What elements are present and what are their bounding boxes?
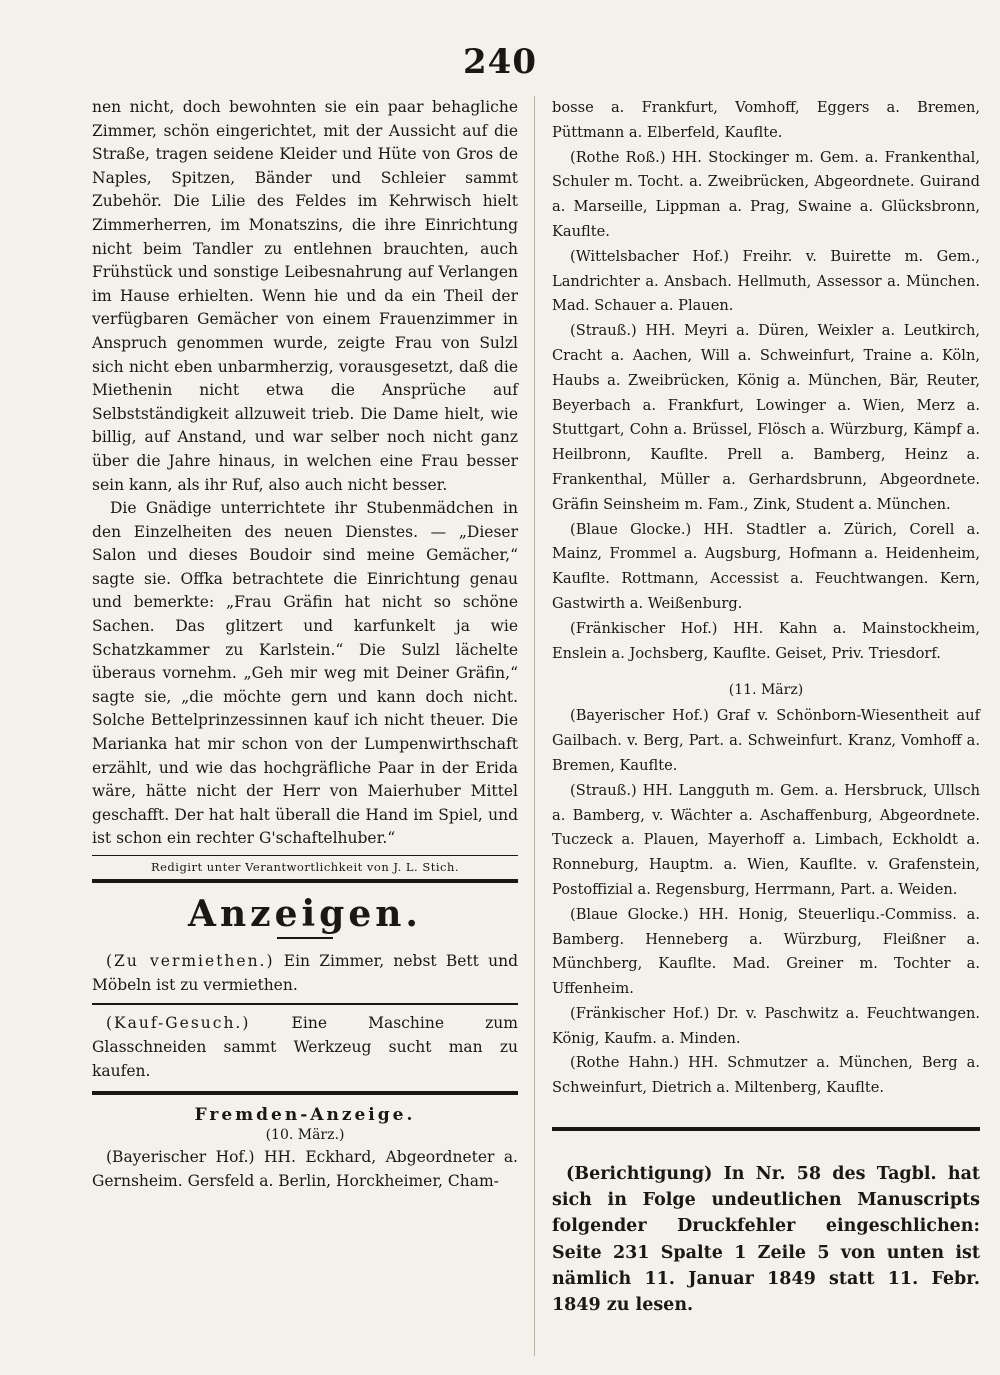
page-number: 240 <box>463 42 537 82</box>
rule <box>92 879 518 883</box>
column-divider <box>534 96 535 1356</box>
arrivals-entry: (Fränkischer Hof.) HH. Kahn a. Mainstockheim, Enslein a. Jochsberg, Kauflte. Geiset, Priv. Triesdorf. <box>552 619 980 662</box>
arrivals-entry: (Blaue Glocke.) HH. Stadtler a. Zürich, Corell a. Mainz, Frommel a. Augsburg, Hofmann a. Heidenheim, Kauflte. Rottmann, Accessist a. Feuchtwangen. Kern, Gastwirth a. Weißenburg. <box>552 520 980 612</box>
rule <box>92 1003 518 1005</box>
arrivals-entry: (Bayerischer Hof.) HH. Eckhard, Abgeordneter a. Gernsheim. Gersfeld a. Berlin, Horckheimer, Cham- <box>92 1148 518 1190</box>
arrivals-entry: (Fränkischer Hof.) Dr. v. Paschwitz a. Feuchtwangen. König, Kaufm. a. Minden. <box>552 1004 980 1047</box>
ad-heading: (Kauf-Gesuch.) <box>106 1014 251 1032</box>
foreigners-heading: Fremden-Anzeige. <box>194 1105 416 1125</box>
dateline: (11. März) <box>728 682 804 699</box>
arrivals-entry: (Rothe Hahn.) HH. Schmutzer a. München, Berg a. Schweinfurt, Dietrich a. Miltenberg, Kauflte. <box>552 1054 980 1097</box>
arrivals-entry: (Bayerischer Hof.) Graf v. Schönborn-Wiesentheit auf Gailbach. v. Berg, Part. a. Schweinfurt. Kranz, Vomhoff a. Bremen, Kauflte. <box>552 707 980 774</box>
ad-text: Ein Zimmer, nebst Bett und Möbeln ist zu vermiethen. <box>92 952 518 994</box>
rule <box>92 1091 518 1095</box>
left-column <box>92 96 518 1193</box>
ads-heading: Anzeigen. <box>188 893 422 935</box>
arrivals-entry: (Strauß.) HH. Meyri a. Düren, Weixler a. Leutkirch, Cracht a. Aachen, Will a. Schweinfurt, Traine a. Köln, Haubs a. Zweibrücken, König a. München, Bär, Reuter, Beyerbach a. Frankfurt, Lowinger a. Wien, Merz a. Stuttgart, Cohn a. Brüssel, Flösch a. Würzburg, Kämpf a. Heilbronn, Kauflte. Prell a. Bamberg, Heinz a. Frankenthal, Müller a. Gerhardsbrunn, Abgeordnete. Gräfin Seinsheim m. Fam., Zink, Student a. München. <box>552 322 980 513</box>
rule <box>552 1127 980 1131</box>
classified-ad <box>92 1011 518 1083</box>
responsible-editor-line: Redigirt unter Verantwortlichkeit von J. L. Stich. <box>150 860 460 874</box>
correction-notice: (Berichtigung) In Nr. 58 des Tagbl. hat sich in Folge undeutlichen Manuscripts folgender Druckfehler eingeschlichen: Seite 231 Spalte 1 Zeile 5 von unten ist nämlich 11. Januar 1849 statt 11. Febr. 1849 zu lesen. <box>552 1164 980 1316</box>
story-paragraph: Die Gnädige unterrichtete ihr Stubenmädchen in den Einzelheiten des neuen Dienstes. — „Dieser Salon und dieses Boudoir sind meine Gemächer,“ sagte sie. Offka betrachtete die Einrichtung genau und bemerkte: „Frau Gräfin hat nicht so schöne Sachen. Das glitzert und karfunkelt ja wie Schatzkammer zu Karlstein.“ Die Sulzl lächelte überaus vornehm. „Geh mir weg mit Deiner Gräfin,“ sagte sie, „die möchte gern und kann doch nicht. Solche Bettelprinzessinnen kauf ich nicht theuer. Die Marianka hat mir schon von der Lumpenwirthschaft erzählt, und wie das hochgräfliche Paar in der Erida wäre, hätte nicht der Herr von Maierhuber Mittel geschafft. Der hat halt überall die Hand im Spiel, und ist schon ein rechter G'schaftelhuber.“ <box>92 499 518 848</box>
arrivals-entry: bosse a. Frankfurt, Vomhoff, Eggers a. Bremen, Püttmann a. Elberfeld, Kauflte. <box>552 99 980 141</box>
short-rule <box>277 937 333 939</box>
dateline: (10. März.) <box>265 1127 345 1143</box>
ad-heading: (Zu vermiethen.) <box>106 952 275 970</box>
story-paragraph: nen nicht, doch bewohnten sie ein paar behagliche Zimmer, schön eingerichtet, mit der Aussicht auf die Straße, tragen seidene Kleider und Hüte von Gros de Naples, Spitzen, Bänder und Schleier sammt Zubehör. Die Lilie des Feldes im Kehrwisch hielt Zimmerherren, im Monatszins, die ihre Einrichtung nicht beim Tandler zu entlehnen brauchten, auch Frühstück und sonstige Leibesnahrung auf Verlangen im Hause erhielten. Wenn hie und da ein Theil der verfügbaren Gemächer von einem Frauenzimmer in Anspruch genommen wurde, zeigte Frau von Sulzl sich nicht eben unbarmherzig, vorausgesetzt, daß die Miethenin nicht etwa die Ansprüche auf Selbstständigkeit allzuweit trieb. Die Dame hielt, wie billig, auf Anstand, und war selber noch nicht ganz über die Jahre hinaus, in welchen eine Frau besser sein kann, als ihr Ruf, also auch nicht besser. <box>92 98 518 494</box>
right-column <box>552 96 980 1318</box>
arrivals-entry: (Rothe Roß.) HH. Stockinger m. Gem. a. Frankenthal, Schuler m. Tocht. a. Zweibrücken, Abgeordnete. Guirand a. Marseille, Lippman a. Prag, Swaine a. Glücksbronn, Kauflte. <box>552 148 980 240</box>
arrivals-entry: (Blaue Glocke.) HH. Honig, Steuerliqu.-Commiss. a. Bamberg. Henneberg a. Würzburg, Fleißner a. Münchberg, Kauflte. Mad. Greiner m. Tochter a. Uffenheim. <box>552 905 980 998</box>
arrivals-entry: (Strauß.) HH. Langguth m. Gem. a. Hersbruck, Ullsch a. Bamberg, v. Wächter a. Aschaffenburg, Abgeordnete. Tuczeck a. Plauen, Mayerhoff a. Limbach, Eckholdt a. Ronneburg, Hauptm. a. Wien, Kauflte. v. Grafenstein, Postoffizial a. Regensburg, Herrmann, Part. a. Weiden. <box>552 781 980 898</box>
classified-ad <box>92 949 518 997</box>
rule <box>92 855 518 856</box>
ad-text: Eine Maschine zum Glasschneiden sammt Werkzeug sucht man zu kaufen. <box>92 1014 518 1080</box>
arrivals-entry: (Wittelsbacher Hof.) Freihr. v. Buirette m. Gem., Landrichter a. Ansbach. Hellmuth, Assessor a. München. Mad. Schauer a. Plauen. <box>552 247 980 315</box>
